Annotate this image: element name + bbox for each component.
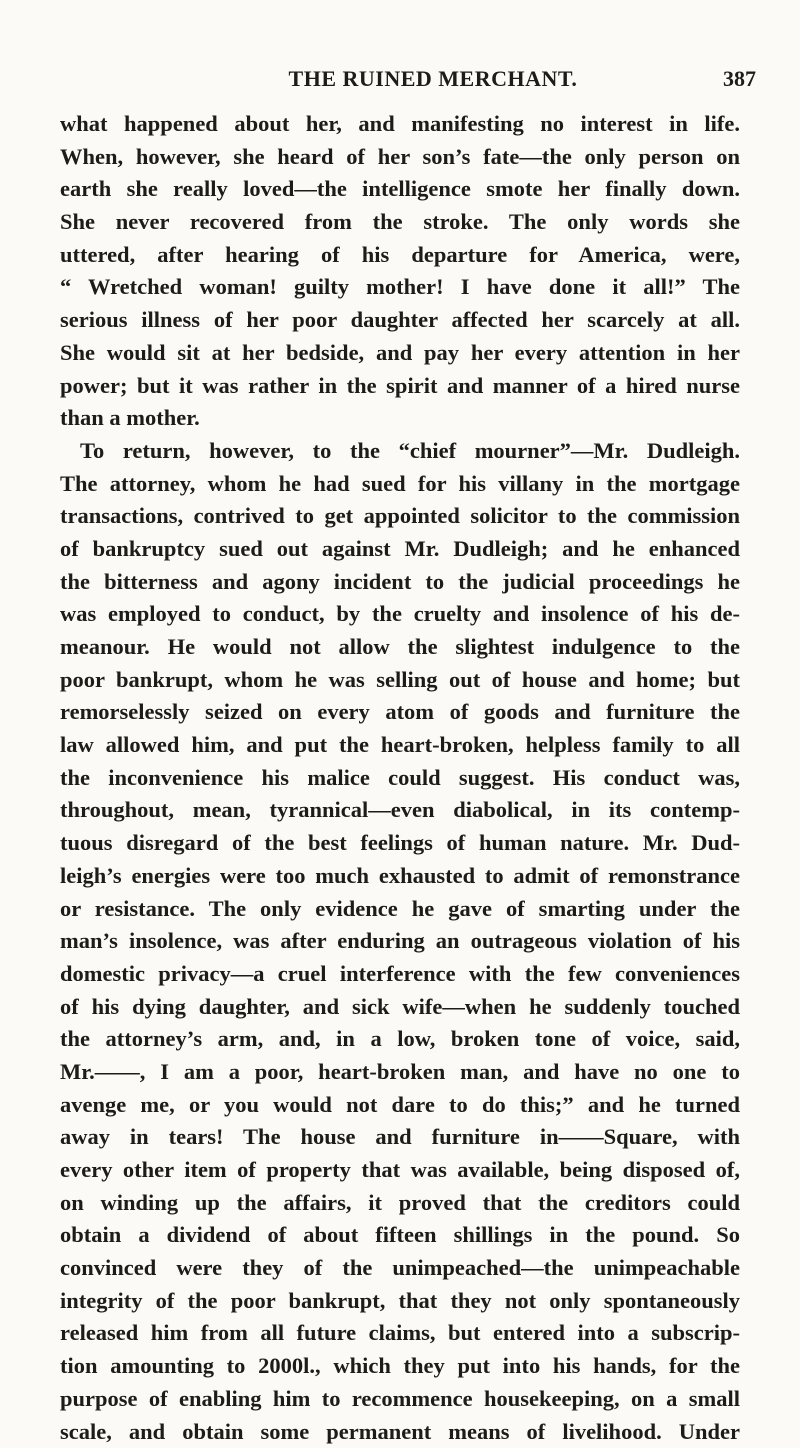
text-line: the bitterness and agony incident to the judicial proceedings he bbox=[60, 566, 740, 599]
text-line: scale, and obtain some permanent means of livelihood. Under bbox=[60, 1416, 740, 1448]
text-line: meanour. He would not allow the slightest indulgence to the bbox=[60, 631, 740, 664]
text-line: poor bankrupt, whom he was selling out of house and home; but bbox=[60, 664, 740, 697]
text-line: uttered, after hearing of his departure for America, were, bbox=[60, 239, 740, 272]
text-line: man’s insolence, was after enduring an outrageous violation of his bbox=[60, 925, 740, 958]
text-line: To return, however, to the “chief mourner”—Mr. Dudleigh. bbox=[60, 435, 740, 468]
text-line: earth she really loved—the intelligence smote her finally down. bbox=[60, 173, 740, 206]
text-line: transactions, contrived to get appointed solicitor to the commission bbox=[60, 500, 740, 533]
text-line: She would sit at her bedside, and pay her every attention in her bbox=[60, 337, 740, 370]
body-text bbox=[60, 108, 740, 1448]
text-line: When, however, she heard of her son’s fate—the only person on bbox=[60, 141, 740, 174]
text-line: avenge me, or you would not dare to do this;” and he turned bbox=[60, 1089, 740, 1122]
text-line: serious illness of her poor daughter affected her scarcely at all. bbox=[60, 304, 740, 337]
text-line: of his dying daughter, and sick wife—when he suddenly touched bbox=[60, 991, 740, 1024]
text-line: away in tears! The house and furniture in——Square, with bbox=[60, 1121, 740, 1154]
text-line: The attorney, whom he had sued for his villany in the mortgage bbox=[60, 468, 740, 501]
text-line: obtain a dividend of about fifteen shillings in the pound. So bbox=[60, 1219, 740, 1252]
text-line: released him from all future claims, but entered into a subscrip- bbox=[60, 1317, 740, 1350]
text-line: or resistance. The only evidence he gave of smarting under the bbox=[60, 893, 740, 926]
text-line: integrity of the poor bankrupt, that they not only spontaneously bbox=[60, 1285, 740, 1318]
text-line: “ Wretched woman! guilty mother! I have done it all!” The bbox=[60, 271, 740, 304]
text-line: remorselessly seized on every atom of goods and furniture the bbox=[60, 696, 740, 729]
running-title: THE RUINED MERCHANT. bbox=[96, 66, 770, 92]
text-line: every other item of property that was available, being disposed of, bbox=[60, 1154, 740, 1187]
text-line: She never recovered from the stroke. The only words she bbox=[60, 206, 740, 239]
text-line: throughout, mean, tyrannical—even diabolical, in its contemp- bbox=[60, 794, 740, 827]
text-line: leigh’s energies were too much exhausted to admit of remonstrance bbox=[60, 860, 740, 893]
text-line: tuous disregard of the best feelings of human nature. Mr. Dud- bbox=[60, 827, 740, 860]
text-line: of bankruptcy sued out against Mr. Dudleigh; and he enhanced bbox=[60, 533, 740, 566]
text-line: the attorney’s arm, and, in a low, broken tone of voice, said, bbox=[60, 1023, 740, 1056]
text-line: on winding up the affairs, it proved that the creditors could bbox=[60, 1187, 740, 1220]
text-line: domestic privacy—a cruel interference with the few conveniences bbox=[60, 958, 740, 991]
text-line: power; but it was rather in the spirit and manner of a hired nurse bbox=[60, 370, 740, 403]
text-line: tion amounting to 2000l., which they put into his hands, for the bbox=[60, 1350, 740, 1383]
text-line: the inconvenience his malice could suggest. His conduct was, bbox=[60, 762, 740, 795]
text-line: purpose of enabling him to recommence housekeeping, on a small bbox=[60, 1383, 740, 1416]
text-line: was employed to conduct, by the cruelty and insolence of his de- bbox=[60, 598, 740, 631]
text-line: Mr.——, I am a poor, heart-broken man, and have no one to bbox=[60, 1056, 740, 1089]
page-header bbox=[96, 66, 770, 98]
text-line: than a mother. bbox=[60, 402, 740, 435]
page-number: 387 bbox=[723, 66, 756, 92]
text-line: law allowed him, and put the heart-broken, helpless family to all bbox=[60, 729, 740, 762]
text-line: what happened about her, and manifesting no interest in life. bbox=[60, 108, 740, 141]
text-line: convinced were they of the unimpeached—the unimpeachable bbox=[60, 1252, 740, 1285]
